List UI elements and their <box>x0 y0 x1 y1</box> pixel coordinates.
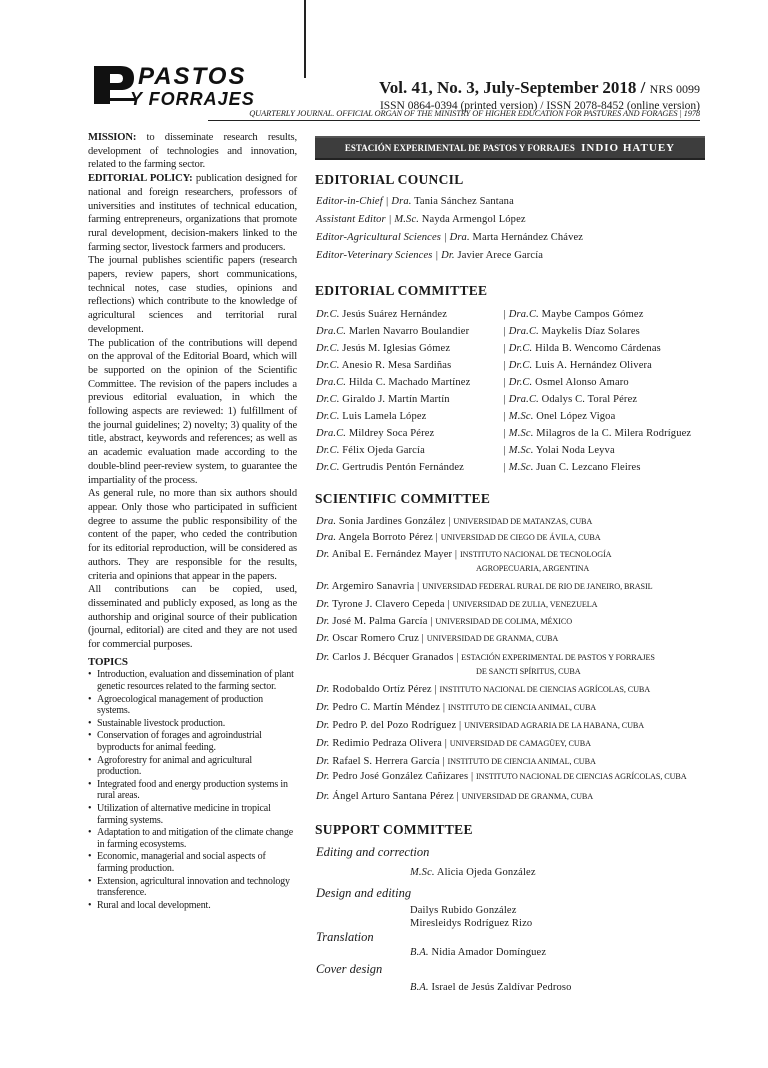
topics-list <box>88 669 297 911</box>
cover-person <box>410 982 572 993</box>
member-degree: | Dra.C. <box>503 394 539 405</box>
council-role: Editor-Agricultural Sciences | Dra. <box>316 232 470 243</box>
committee-member <box>316 394 450 405</box>
scientist-name: Angela Borroto Pérez | <box>336 532 441 543</box>
scientist-name: Pedro C. Martín Méndez | <box>329 702 448 713</box>
topics-title: TOPICS <box>88 655 128 668</box>
member-name: Odalys C. Toral Pérez <box>538 394 638 405</box>
council-name: Marta Hernández Chávez <box>469 232 584 243</box>
scientist-institution: INSTITUTO NACIONAL DE CIENCIAS AGRÍCOLAS, CUBA <box>439 685 651 694</box>
quarterly-line: QUARTERLY JOURNAL. OFFICIAL ORGAN OF THE MINISTRY OF HIGHER EDUCATION FOR PASTURES AND FORAGES | 1978 <box>208 109 700 121</box>
topic-item: • Conservation of forages and agroindustrial byproducts for animal feeding. <box>88 730 297 753</box>
member-degree: Dra.C. <box>316 377 347 388</box>
scientist-row <box>316 684 650 695</box>
scientist-degree: Dr. <box>316 684 330 695</box>
committee-member <box>316 462 464 473</box>
scientist-name: Pedro José González Cañizares | <box>329 771 477 782</box>
member-degree: | Dr.C. <box>503 360 533 371</box>
member-degree: | Dra.C. <box>503 326 539 337</box>
scientist-name: José M. Palma García | <box>329 616 436 627</box>
mission-label: MISSION: <box>88 132 137 143</box>
member-name: Osmel Alonso Amaro <box>532 377 629 388</box>
scientist-institution: UNIVERSIDAD DE GRANMA, CUBA <box>461 792 594 801</box>
committee-member <box>503 411 615 422</box>
committee-member <box>503 428 691 439</box>
scientist-degree: Dr. <box>316 633 330 644</box>
scientist-institution: UNIVERSIDAD DE GRANMA, CUBA <box>426 634 559 643</box>
scientist-row <box>316 549 611 560</box>
logo-pastos: PASTOS <box>138 63 247 90</box>
scientist-degree: Dr. <box>316 549 330 560</box>
committee-member <box>503 462 641 473</box>
header-vertical-rule <box>304 0 306 78</box>
committee-member <box>316 326 469 337</box>
committee-member <box>316 309 447 320</box>
member-degree: | Dr.C. <box>503 377 533 388</box>
member-degree: Dra.C. <box>316 428 347 439</box>
topic-item: • Introduction, evaluation and dissemination of plant genetic resources related to the farming sector. <box>88 669 297 692</box>
scientist-row <box>316 771 687 782</box>
issn-text: ISSN 0864-0394 (printed version) / ISSN 2078-8452 (online version) <box>379 100 700 112</box>
scientist-name: Rafael S. Herrera García | <box>329 756 448 767</box>
member-degree: Dr.C. <box>316 445 340 456</box>
editing-name: Alicia Ojeda González <box>434 867 536 878</box>
scientist-degree: Dr. <box>316 720 330 731</box>
scientist-degree: Dr. <box>316 599 330 610</box>
committee-member <box>316 411 426 422</box>
topic-item: • Rural and local development. <box>88 900 297 912</box>
translation-label: Translation <box>316 930 374 944</box>
scientist-name: Rodobaldo Ortíz Pérez | <box>329 684 440 695</box>
member-degree: | M.Sc. <box>503 411 534 422</box>
council-role: Assistant Editor | M.Sc. <box>316 214 420 225</box>
cover-label: Cover design <box>316 962 383 976</box>
committee-member <box>316 428 434 439</box>
member-name: Luis A. Hernández Olivera <box>532 360 652 371</box>
scientist-degree: Dr. <box>316 702 330 713</box>
member-name: Giraldo J. Martín Martín <box>339 394 450 405</box>
member-name: Yolai Noda Leyva <box>533 445 615 456</box>
council-row <box>316 214 526 225</box>
scientist-institution: ESTACIÓN EXPERIMENTAL DE PASTOS Y FORRAJES <box>461 653 655 662</box>
member-name: Onel López Vigoa <box>533 411 616 422</box>
station-band-wrap <box>315 136 705 160</box>
scientist-name: Aníbal E. Fernández Mayer | <box>329 549 460 560</box>
cover-degree: B.A. <box>410 982 429 993</box>
council-name: Tania Sánchez Santana <box>411 196 514 207</box>
member-name: Hilda C. Machado Martínez <box>346 377 471 388</box>
council-name: Javier Arece García <box>454 250 544 261</box>
member-name: Juan C. Lezcano Fleires <box>533 462 641 473</box>
scientist-row <box>316 791 593 802</box>
topic-item: • Integrated food and energy production systems in rural areas. <box>88 779 297 802</box>
policy-label: EDITORIAL POLICY: <box>88 173 193 185</box>
scientist-name: Tyrone J. Clavero Cepeda | <box>329 599 453 610</box>
paragraph-2: The journal publishes scientific papers (research papers, review papers, short communications, technical notes, case studies, opinions and reflections) which contribute to the knowledge of agricultural sciences and territorial rural development. <box>88 255 297 335</box>
scientist-degree: Dra. <box>316 516 337 527</box>
scientist-row <box>316 702 596 713</box>
committee-member <box>503 445 615 456</box>
scientist-row <box>316 738 591 749</box>
council-name: Nayda Armengol López <box>419 214 526 225</box>
member-degree: | M.Sc. <box>503 462 534 473</box>
scientist-row <box>316 532 601 543</box>
scientist-institution: UNIVERSIDAD DE MATANZAS, CUBA <box>453 517 593 526</box>
editing-label: Editing and correction <box>316 845 430 859</box>
scientist-row <box>316 516 592 527</box>
scientist-institution: UNIVERSIDAD DE CIEGO DE ÁVILA, CUBA <box>440 533 601 542</box>
station-band-text: ESTACIÓN EXPERIMENTAL DE PASTOS Y FORRAJES <box>344 143 575 153</box>
paragraph-5: All contributions can be copied, used, disseminated and publicly exposed, as long as the authorship and original source of their publication (journal, editorial) are cited and they are not used for commercial purposes. <box>88 584 297 651</box>
council-role: Editor-in-Chief | Dra. <box>316 196 412 207</box>
member-degree: Dr.C. <box>316 343 340 354</box>
council-role: Editor-Veterinary Sciences | Dr. <box>316 250 455 261</box>
council-row <box>316 232 583 243</box>
member-degree: Dr.C. <box>316 411 340 422</box>
scientist-degree: Dra. <box>316 532 337 543</box>
station-band-strong: INDIO HATUEY <box>581 142 676 154</box>
member-degree: Dr.C. <box>316 360 340 371</box>
committee-member <box>503 309 644 320</box>
design-label: Design and editing <box>316 886 412 900</box>
scientist-institution: INSTITUTO DE CIENCIA ANIMAL, CUBA <box>447 757 596 766</box>
scientific-committee-title: SCIENTIFIC COMMITTEE <box>315 491 491 506</box>
policy-paragraph <box>88 172 297 254</box>
member-degree: | M.Sc. <box>503 428 534 439</box>
editorial-committee-title: EDITORIAL COMMITTEE <box>315 283 488 298</box>
member-name: Milagros de la C. Milera Rodríguez <box>533 428 692 439</box>
scientist-row <box>316 633 558 644</box>
scientist-institution: UNIVERSIDAD AGRARIA DE LA HABANA, CUBA <box>464 721 645 730</box>
editing-degree: M.Sc. <box>410 867 435 878</box>
topic-item: • Utilization of alternative medicine in tropical farming systems. <box>88 803 297 826</box>
issue-info <box>379 78 700 113</box>
member-name: Jesús Suárez Hernández <box>339 309 448 320</box>
scientist-institution: UNIVERSIDAD DE ZULIA, VENEZUELA <box>452 600 598 609</box>
member-name: Luis Lamela López <box>339 411 427 422</box>
design-person-2: Miresleidys Rodríguez Rizo <box>410 918 533 929</box>
volume-text: Vol. 41, No. 3, July-September 2018 / <box>379 78 646 97</box>
member-name: Félix Ojeda García <box>339 445 425 456</box>
design-person-1: Dailys Rubido González <box>410 905 517 916</box>
scientist-name: Redimio Pedraza Olivera | <box>329 738 450 749</box>
topic-item: • Adaptation to and mitigation of the climate change in farming ecosystems. <box>88 827 297 850</box>
scientist-degree: Dr. <box>316 771 330 782</box>
member-degree: Dr.C. <box>316 394 340 405</box>
translation-degree: B.A. <box>410 947 429 958</box>
mission-paragraph <box>88 131 297 172</box>
volume-line <box>379 78 700 99</box>
member-name: Gertrudis Pentón Fernández <box>339 462 464 473</box>
topic-item: • Agroforestry for animal and agricultural production. <box>88 755 297 778</box>
editing-person <box>410 867 536 878</box>
scientist-degree: Dr. <box>316 791 330 802</box>
scientist-name: Sonia Jardines González | <box>336 516 454 527</box>
translation-name: Nidia Amador Domínguez <box>428 947 547 958</box>
committee-member <box>316 343 450 354</box>
member-name: Mildrey Soca Pérez <box>346 428 435 439</box>
member-name: Marlen Navarro Boulandier <box>346 326 470 337</box>
support-committee-title: SUPPORT COMMITTEE <box>315 822 473 837</box>
topic-item: • Sustainable livestock production. <box>88 718 297 730</box>
committee-member <box>316 377 470 388</box>
committee-member <box>503 394 637 405</box>
cover-name: Israel de Jesús Zaldívar Pedroso <box>428 982 572 993</box>
scientist-institution: UNIVERSIDAD FEDERAL RURAL DE RIO DE JANEIRO, BRASIL <box>422 582 653 591</box>
member-degree: | Dra.C. <box>503 309 539 320</box>
scientist-degree: Dr. <box>316 616 330 627</box>
committee-member <box>503 360 652 371</box>
member-name: Maybe Campos Gómez <box>538 309 644 320</box>
scientist-institution: UNIVERSIDAD DE CAMAGÜEY, CUBA <box>449 739 591 748</box>
member-degree: Dr.C. <box>316 309 340 320</box>
scientist-name: Ángel Arturo Santana Pérez | <box>329 791 462 802</box>
scientist-row <box>316 756 596 767</box>
scientist-degree: Dr. <box>316 738 330 749</box>
editorial-council-title: EDITORIAL COUNCIL <box>315 172 464 187</box>
translation-person <box>410 947 546 958</box>
member-degree: Dra.C. <box>316 326 347 337</box>
journal-logo <box>92 62 302 108</box>
committee-member <box>503 377 629 388</box>
scientist-institution-line2: AGROPECUARIA, ARGENTINA <box>476 564 590 573</box>
scientist-institution: UNIVERSIDAD DE COLIMA, MÉXICO <box>435 617 573 626</box>
logo-forrajes: Y FORRAJES <box>130 89 255 108</box>
scientist-row <box>316 616 572 627</box>
council-row <box>316 196 514 207</box>
scientist-name: Carlos J. Bécquer Granados | <box>329 652 462 663</box>
scientist-degree: Dr. <box>316 756 330 767</box>
member-name: Maykelis Díaz Solares <box>538 326 640 337</box>
scientist-name: Argemiro Sanavria | <box>329 581 423 592</box>
member-name: Jesús M. Iglesias Gómez <box>339 343 451 354</box>
topic-item: • Extension, agricultural innovation and technology transference. <box>88 876 297 899</box>
scientist-row <box>316 581 653 592</box>
paragraph-4: As general rule, no more than six authors should appear. Only those who participated in sufficient degree to assume the public responsibility of the content of the paper, who ceded the contribution for its editorial reproduction, will be considered as authors. They are responsible for the results, criteria and opinions that appear in the papers. <box>88 488 297 582</box>
committee-member <box>503 326 640 337</box>
committee-member <box>503 343 661 354</box>
member-degree: | Dr.C. <box>503 343 533 354</box>
topic-item: • Economic, managerial and social aspects of farming production. <box>88 851 297 874</box>
nrs-text: NRS 0099 <box>649 82 700 96</box>
scientist-institution: INSTITUTO DE CIENCIA ANIMAL, CUBA <box>447 703 597 712</box>
scientist-name: Oscar Romero Cruz | <box>329 633 427 644</box>
scientist-row <box>316 652 655 663</box>
scientist-institution-line2: DE SANCTI SPÍRITUS, CUBA <box>476 667 581 676</box>
committee-member <box>316 360 451 371</box>
scientist-row <box>316 599 598 610</box>
scientist-degree: Dr. <box>316 652 330 663</box>
scientist-degree: Dr. <box>316 581 330 592</box>
member-name: Hilda B. Wencomo Cárdenas <box>532 343 661 354</box>
left-column <box>88 131 297 912</box>
scientist-name: Pedro P. del Pozo Rodríguez | <box>329 720 465 731</box>
mission-text: to disseminate research results, development of technologies and innovation, related to the farming sector. <box>88 132 297 171</box>
paragraph-3: The publication of the contributions will depend on the approval of the Editorial Board, which will be supported on the opinion of the Scientific Committee. The revision of the papers includes a previous editorial evaluation, in which the following aspects are reviewed: 1) fulfillment of the journal guidelines; 2) novelty; 3) quality of the title, abstract, keywords and references; as well as an academic evaluation made according to the double-blind peer-review system, to guarantee the impartiality of the process. <box>88 337 297 486</box>
scientist-row <box>316 720 644 731</box>
council-row <box>316 250 543 261</box>
station-band <box>315 136 705 160</box>
member-degree: | M.Sc. <box>503 445 534 456</box>
scientist-institution: INSTITUTO NACIONAL DE TECNOLOGÍA <box>459 550 612 559</box>
scientist-institution: INSTITUTO NACIONAL DE CIENCIAS AGRÍCOLAS, CUBA <box>476 772 687 781</box>
topic-item: • Agroecological management of production systems. <box>88 694 297 717</box>
member-name: Anesio R. Mesa Sardiñas <box>339 360 452 371</box>
policy-text: publication designed for national and foreign researchers, professors of universities and institutes of technical education, farming entrepreneurs, organizations that promote rural development, decision-makers linked to the farming sector, livestock farmers and producers. <box>88 173 297 253</box>
member-degree: Dr.C. <box>316 462 340 473</box>
committee-member <box>316 445 425 456</box>
